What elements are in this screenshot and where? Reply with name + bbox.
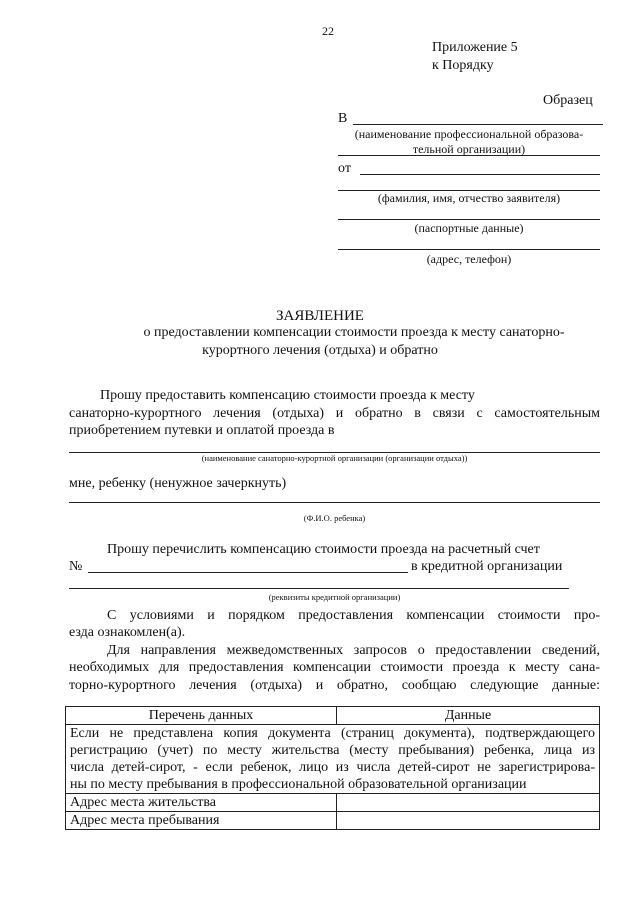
fio-caption: (фамилия, имя, отчество заявителя) bbox=[377, 191, 561, 205]
recipient-prefix: В bbox=[338, 111, 348, 126]
table-header-row bbox=[66, 707, 600, 725]
org-caption-line-1: (наименование профессиональной образова- bbox=[354, 127, 584, 141]
child-name-line bbox=[69, 502, 600, 503]
sanatorium-caption: (наименование санаторно-курортной организации (организации отдыха)) bbox=[201, 453, 468, 463]
table-cell-input[interactable] bbox=[337, 812, 600, 830]
table-row bbox=[66, 794, 600, 812]
table-row bbox=[66, 725, 600, 794]
table-cell-input[interactable] bbox=[337, 794, 600, 812]
paragraph-3-line-2: езда ознакомлен(а). bbox=[69, 625, 186, 640]
paragraph-3-line-1: С условиями и порядком предоставления компенсации стоимости про- bbox=[107, 608, 600, 623]
account-number-line bbox=[88, 572, 408, 573]
paragraph-4-line-3: торно-курортного лечения (отдыха) и обратно, сообщаю следующие данные: bbox=[69, 678, 600, 693]
document-subtitle-line-1: о предоставлении компенсации стоимости проезда к месту санаторно- bbox=[143, 325, 565, 340]
paragraph-1-line-2: санаторно-курортного лечения (отдыха) и обратно в связи с самостоятельным bbox=[69, 406, 600, 421]
table-header-cell: Перечень данных bbox=[66, 707, 337, 725]
table-merged-cell bbox=[66, 725, 600, 794]
document-title: ЗАЯВЛЕНИЕ bbox=[276, 308, 364, 324]
bank-line bbox=[69, 588, 569, 589]
appendix-line-1: Приложение 5 bbox=[432, 40, 518, 55]
table-merged-line: числа детей-сирот, - если ребенок, лицо из числа детей-сирот не зарегистрирова- bbox=[70, 760, 595, 775]
page-number: 22 bbox=[322, 24, 334, 38]
org-caption-line-2: тельной организации) bbox=[412, 142, 526, 156]
passport-caption: (паспортные данные) bbox=[414, 221, 524, 235]
child-line-text: мне, ребенку (ненужное зачеркнуть) bbox=[69, 476, 287, 491]
child-caption: (Ф.И.О. ребенка) bbox=[303, 513, 366, 523]
table-row bbox=[66, 812, 600, 830]
from-prefix: от bbox=[338, 161, 351, 176]
bank-suffix: в кредитной организации bbox=[411, 559, 563, 574]
table-merged-line: ны по месту пребывания в профессиональной образовательной организации bbox=[70, 777, 527, 792]
paragraph-1-line-3: приобретением путевки и оплатой проезда в bbox=[69, 423, 335, 438]
paragraph-2-line-1: Прошу перечислить компенсацию стоимости проезда на расчетный счет bbox=[107, 542, 540, 557]
paragraph-4-line-1: Для направления межведомственных запросов о предоставлении сведений, bbox=[107, 643, 600, 658]
data-table bbox=[65, 706, 600, 830]
appendix-line-2: к Порядку bbox=[432, 58, 494, 73]
paragraph-1-line-1: Прошу предоставить компенсацию стоимости проезда к месту bbox=[100, 388, 475, 403]
recipient-line bbox=[353, 124, 603, 125]
document-subtitle-line-2: курортного лечения (отдыха) и обратно bbox=[202, 343, 438, 358]
table-merged-line: Если не представлена копия документа (страниц документа), подтверждающего bbox=[70, 726, 595, 741]
sample-label: Образец bbox=[543, 93, 593, 108]
bank-caption: (реквизиты кредитной организации) bbox=[268, 592, 401, 602]
paragraph-4-line-2: необходимых для предоставления компенсации стоимости проезда к месту сана- bbox=[69, 660, 600, 675]
table-cell: Адрес места жительства bbox=[66, 794, 337, 812]
table-header-cell: Данные bbox=[337, 707, 600, 725]
address-line bbox=[338, 249, 600, 250]
account-number-prefix: № bbox=[69, 559, 83, 574]
from-line bbox=[360, 174, 600, 175]
passport-line bbox=[338, 219, 600, 220]
address-caption: (адрес, телефон) bbox=[426, 252, 512, 266]
table-merged-line: регистрацию (учет) по месту жительства (месту пребывания) ребенка, лица из bbox=[70, 743, 595, 758]
org-line bbox=[338, 155, 600, 156]
table-cell: Адрес места пребывания bbox=[66, 812, 337, 830]
